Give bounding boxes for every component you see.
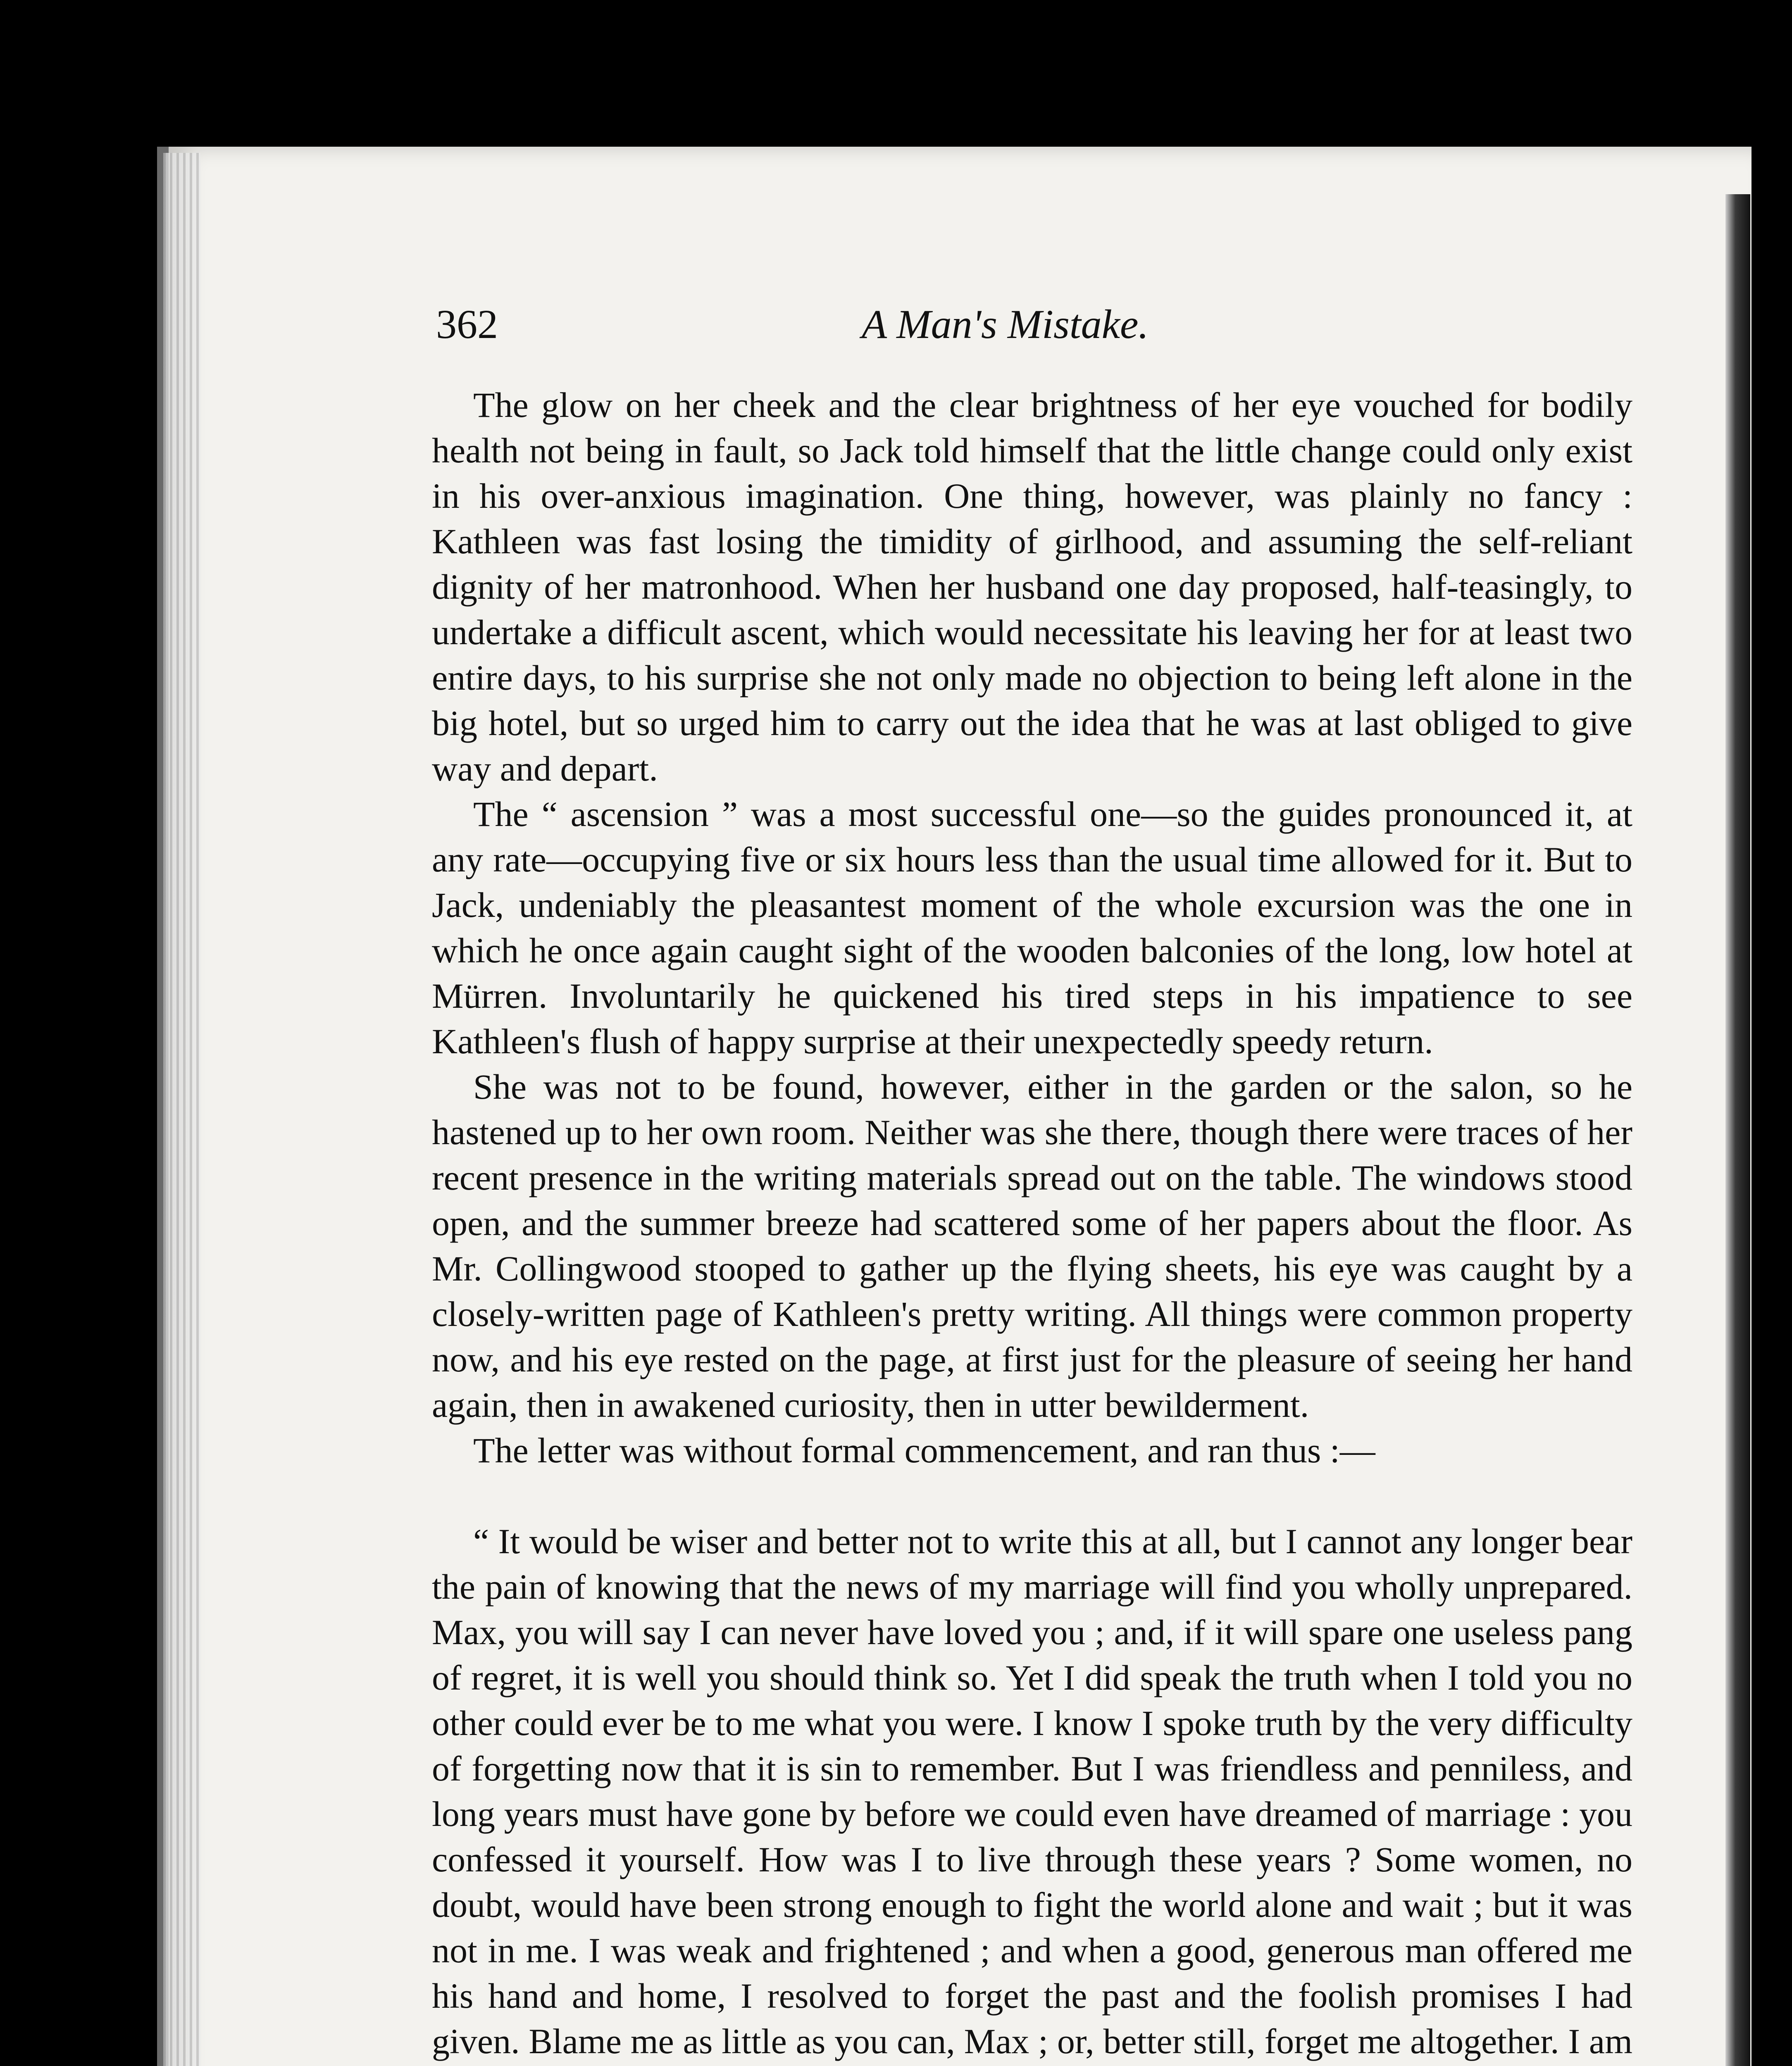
running-header: [436, 298, 1236, 351]
page-right-edge: [1725, 194, 1750, 2066]
body-text: [432, 382, 1632, 2066]
paragraph: The glow on her cheek and the clear brightness of her eye vouched for bodily health not being in fault, so Jack told himself that the little change could only exist in his over-anxious imagination. One thing, however, was plainly no fancy : Kathleen was fast losing the timidity of girlhood, and assuming the self-reliant dignity of her matronhood. When her husband one day proposed, half-teasingly, to undertake a difficult ascent, which would necessitate his leaving her for at least two entire days, to his surprise she not only made no objection to being left alone in the big hotel, but so urged him to carry out the idea that he was at last obliged to give way and depart.: [432, 385, 1632, 788]
paragraph: The “ ascension ” was a most successful one—so the guides pronounced it, at any rate—occupying five or six hours less than the usual time allowed for it. But to Jack, undeniably the pleasantest moment of the whole excursion was the one in which he once again caught sight of the wooden balconies of the long, low hotel at Mürren. Involuntarily he quickened his tired steps in his impatience to see Kathleen's flush of happy surprise at their unexpectedly speedy return.: [432, 794, 1632, 1061]
page-spine-edges: [163, 153, 200, 2066]
running-title: A Man's Mistake.: [862, 301, 1149, 347]
page-number: 362: [436, 301, 498, 347]
letter-paragraph: “ It would be wiser and better not to write this at all, but I cannot any longer bear the pain of knowing that the news of my marriage will find you wholly unprepared. Max, you will say I can never have loved you ; and, if it will spare one useless pang of regret, it is well you should think so. Yet I did speak the truth when I told you no other could ever be to me what you were. I know I spoke truth by the very difficulty of forgetting now that it is sin to remember. But I was friendless and penniless, and long years must have gone by before we could even have dreamed of marriage : you confessed it yourself. How was I to live through these years ? Some women, no doubt, would have been strong enough to fight the world alone and wait ; but it was not in me. I was weak and frightened ; and when a good, generous man offered me his hand and home, I resolved to forget the past and the foolish promises I had given. Blame me as little as you can, Max ; or, better still, forget me altogether. I am: [432, 1521, 1632, 2061]
paragraph: The letter was without formal commencement, and ran thus :—: [473, 1430, 1375, 1470]
paragraph: She was not to be found, however, either in the garden or the salon, so he hastened up to her own room. Neither was she there, though there were traces of her recent presence in the writing materials spread out on the table. The windows stood open, and the summer breeze had scattered some of her papers about the floor. As Mr. Collingwood stooped to gather up the flying sheets, his eye was caught by a closely-written page of Kathleen's pretty writing. All things were common property now, and his eye rested on the page, at first just for the pleasure of seeing her hand again, then in awakened curiosity, then in utter bewilderment.: [432, 1067, 1632, 1425]
